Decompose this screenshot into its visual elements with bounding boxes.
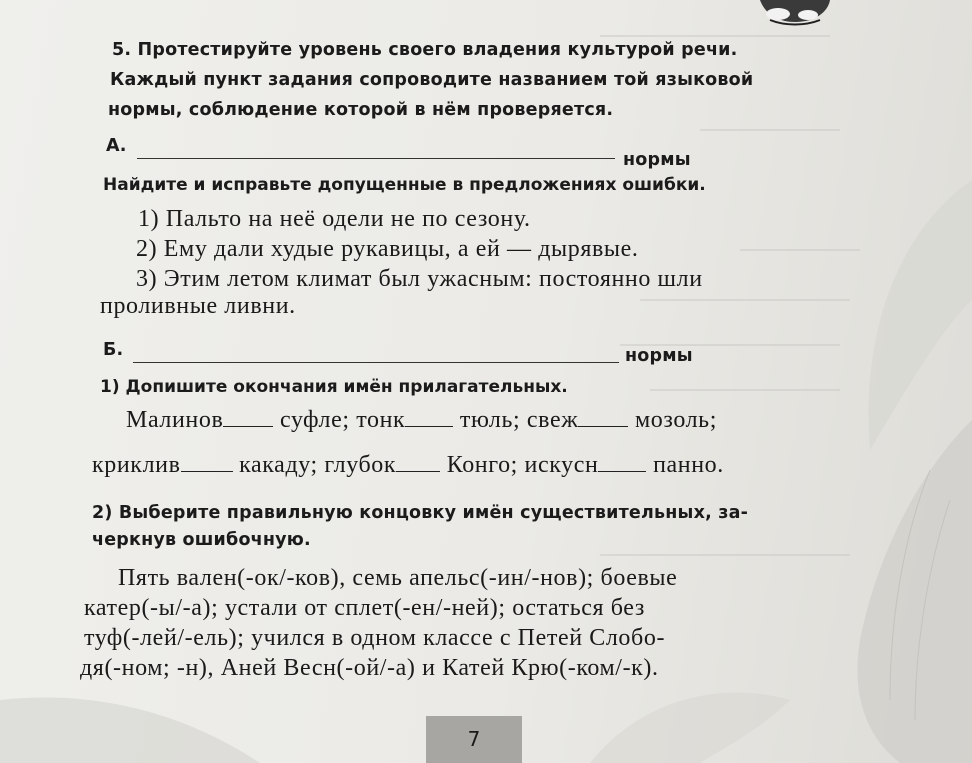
- adj-word-glubok: какаду; глубок: [239, 452, 397, 478]
- page-number: 7: [426, 716, 522, 763]
- task2-text-line-2[interactable]: катер(-ы/-а); устали от сплет(-ен/-ней); остаться без: [84, 595, 645, 621]
- feather-right-top: [868, 180, 972, 450]
- adj-word-svezh: тюль; свеж: [459, 407, 579, 433]
- section-a-sentence-3-cont: проливные ливни.: [100, 293, 296, 319]
- section-b-task2-instruction-line-2: черкнув ошибочную.: [92, 530, 311, 550]
- section-b-norm-word: нормы: [625, 346, 693, 366]
- noun-panno: панно.: [653, 452, 724, 478]
- ending-blank[interactable]: [405, 408, 453, 427]
- feather-left-bottom: [0, 693, 790, 763]
- task5-title-line-2: Каждый пункт задания сопроводите названием той языковой: [110, 70, 754, 90]
- adj-word-tonk: суфле; тонк: [280, 407, 406, 433]
- section-b-letter: Б.: [103, 340, 124, 360]
- section-b-norm-blank[interactable]: [133, 362, 619, 363]
- adj-word-iskusn: Конго; искусн: [446, 452, 599, 478]
- ending-blank[interactable]: [396, 453, 440, 472]
- adj-word-malinov: Малинов: [126, 407, 224, 433]
- noun-mozol: мозоль;: [635, 407, 718, 433]
- adjectives-row-1: [126, 407, 717, 434]
- section-a-sentence-1: 1) Пальто на неё одели не по сезону.: [138, 206, 531, 232]
- adjectives-row-2: [92, 452, 724, 479]
- feather-right-bottom: [857, 420, 972, 763]
- task5-title-line-1: 5. Протестируйте уровень своего владения культурой речи.: [112, 40, 738, 60]
- ending-blank[interactable]: [598, 453, 646, 472]
- ending-blank[interactable]: [181, 453, 233, 472]
- ending-blank[interactable]: [578, 408, 628, 427]
- task5-title-line-3: нормы, соблюдение которой в нём проверяется.: [108, 100, 614, 120]
- section-a-instruction: Найдите и исправьте допущенные в предложениях ошибки.: [103, 175, 706, 195]
- section-b-task1-instruction: 1) Допишите окончания имён прилагательных.: [100, 377, 568, 397]
- adj-word-krikliv: криклив: [92, 452, 181, 478]
- ending-blank[interactable]: [223, 408, 273, 427]
- task2-text-line-3[interactable]: туф(-лей/-ель); учился в одном классе с Петей Слобо-: [84, 625, 666, 651]
- section-a-norm-word: нормы: [623, 150, 691, 170]
- section-a-sentence-3: 3) Этим летом климат был ужасным: постоянно шли: [136, 266, 703, 292]
- task2-text-line-1[interactable]: Пять вален(-ок/-ков), семь апельс(-ин/-нов); боевые: [118, 565, 678, 591]
- section-a-letter: А.: [106, 136, 127, 156]
- corner-illustration: [760, 0, 830, 25]
- section-b-task2-instruction-line-1: 2) Выберите правильную концовку имён существительных, за-: [92, 503, 749, 523]
- section-a-sentence-2: 2) Ему дали худые рукавицы, а ей — дырявые.: [136, 236, 639, 262]
- section-a-norm-blank[interactable]: [137, 158, 615, 159]
- task2-text-line-4[interactable]: дя(-ном; -н), Аней Весн(-ой/-а) и Катей Крю(-ком/-к).: [80, 655, 659, 681]
